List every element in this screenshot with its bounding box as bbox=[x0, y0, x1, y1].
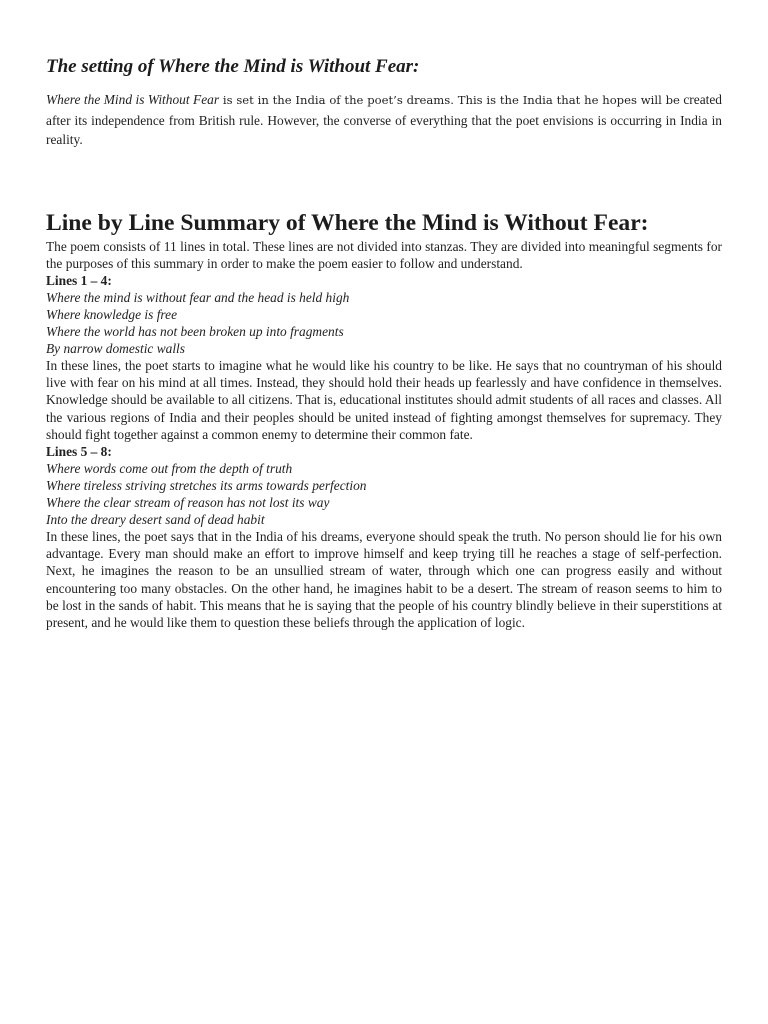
setting-heading: The setting of Where the Mind is Without Fear: bbox=[46, 56, 420, 77]
verse-line-8: Into the dreary desert sand of dead habit bbox=[46, 511, 265, 527]
lines-1-4-heading: Lines 1 – 4: bbox=[46, 272, 112, 288]
verse-line-4: By narrow domestic walls bbox=[46, 340, 185, 356]
summary-intro-paragraph: The poem consists of 11 lines in total. These lines are not divided into stanzas. They are divided into meaningful segments for the purposes of this summary in order to make the poem easier to follow and understand. bbox=[46, 238, 722, 271]
setting-paragraph-rest: created after its independence from British rule. However, the converse of everything that the poet envisions is occurring in India in reality. bbox=[46, 92, 722, 147]
summary-heading: Line by Line Summary of Where the Mind is Without Fear: bbox=[46, 209, 649, 236]
verse-line-2: Where knowledge is free bbox=[46, 306, 178, 322]
setting-paragraph-middle: is set in the India of the poet’s dreams. This is the India that he hopes will be bbox=[219, 93, 680, 107]
setting-paragraph bbox=[46, 90, 722, 150]
verse-line-5: Where words come out from the depth of truth bbox=[46, 460, 293, 476]
verse-line-6: Where tireless striving stretches its arms towards perfection bbox=[46, 477, 367, 493]
lines-1-4-explanation: In these lines, the poet starts to imagine what he would like his country to be like. He says that no countryman of his should live with fear on his mind at all times. Instead, they should hold their heads up fearlessly and have confidence in themselves. Knowledge should be available to all citizens. That is, educational institutes should admit students of all races and classes. All the various regions of India and their peoples should be united instead of fighting amongst themselves for supremacy. They should fight together against a common enemy to determine their common fate. bbox=[46, 357, 722, 442]
verse-line-7: Where the clear stream of reason has not lost its way bbox=[46, 494, 330, 510]
lines-5-8-heading: Lines 5 – 8: bbox=[46, 443, 112, 459]
verse-line-3: Where the world has not been broken up into fragments bbox=[46, 323, 344, 339]
verse-line-1: Where the mind is without fear and the head is held high bbox=[46, 289, 350, 305]
poem-title-reference: Where the Mind is Without Fear bbox=[46, 92, 220, 107]
lines-5-8-explanation: In these lines, the poet says that in the India of his dreams, everyone should speak the truth. No person should lie for his own advantage. Every man should make an effort to improve himself and keep trying till he reaches a stage of self-perfection. Next, he imagines the reason to be an unsullied stream of water, through which one can progress easily and without encountering too many obstacles. On the other hand, he imagines habit to be a desert. The stream of reason seems to him to be lost in the sands of habit. This means that he is saying that the people of his country blindly believe in their superstitions at present, and he would like them to question these beliefs through the application of logic. bbox=[46, 528, 722, 630]
